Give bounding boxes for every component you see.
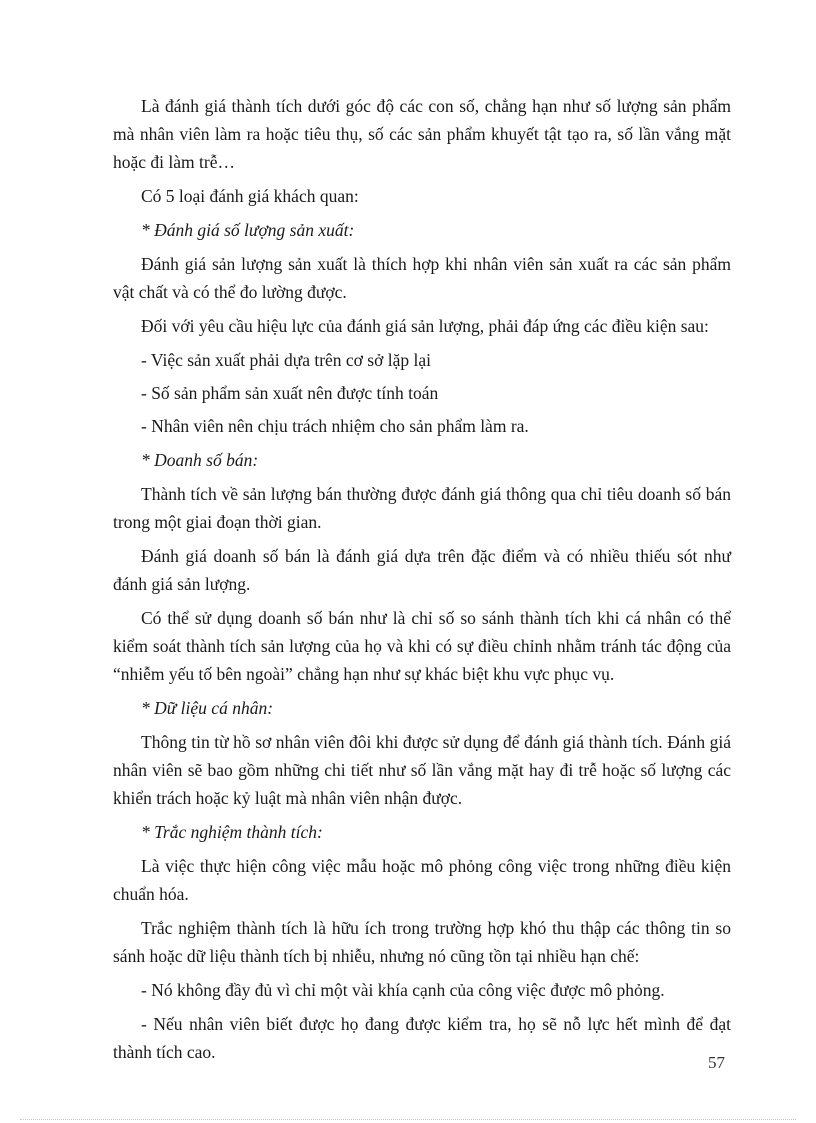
page-bottom-divider bbox=[20, 1119, 796, 1120]
list-item: - Nó không đầy đủ vì chỉ một vài khía cạnh của công việc được mô phỏng. bbox=[141, 980, 665, 1000]
paragraph: Trắc nghiệm thành tích là hữu ích trong trường hợp khó thu thập các thông tin so sánh hoặc dữ liệu thành tích bị nhiễu, nhưng nó cũng tồn tại nhiều hạn chế: bbox=[113, 918, 731, 966]
section-heading: * Doanh số bán: bbox=[141, 450, 259, 470]
section-heading: * Trắc nghiệm thành tích: bbox=[141, 822, 323, 842]
section-heading: * Đánh giá số lượng sản xuất: bbox=[141, 220, 355, 240]
list-item: - Số sản phẩm sản xuất nên được tính toán bbox=[141, 383, 439, 403]
paragraph: Có thể sử dụng doanh số bán như là chỉ số so sánh thành tích khi cá nhân có thể kiểm soát thành tích sản lượng của họ và khi có sự điều chỉnh nhằm tránh tác động của “nhiễm yếu tố bên ngoài” chẳng hạn như sự khác biệt khu vực phục vụ. bbox=[113, 608, 731, 684]
page-body bbox=[113, 92, 731, 1072]
paragraph: Đối với yêu cầu hiệu lực của đánh giá sản lượng, phải đáp ứng các điều kiện sau: bbox=[141, 316, 709, 336]
list-item: - Nếu nhân viên biết được họ đang được kiểm tra, họ sẽ nỗ lực hết mình để đạt thành tích cao. bbox=[113, 1014, 731, 1062]
paragraph: Là việc thực hiện công việc mẫu hoặc mô phỏng công việc trong những điều kiện chuẩn hóa. bbox=[113, 856, 731, 904]
paragraph: Là đánh giá thành tích dưới góc độ các con số, chẳng hạn như số lượng sản phẩm mà nhân viên làm ra hoặc tiêu thụ, số các sản phẩm khuyết tật tạo ra, số lần vắng mặt hoặc đi làm trễ… bbox=[113, 96, 731, 172]
paragraph: Đánh giá sản lượng sản xuất là thích hợp khi nhân viên sản xuất ra các sản phẩm vật chất và có thể đo lường được. bbox=[113, 254, 731, 302]
list-item: - Việc sản xuất phải dựa trên cơ sở lặp lại bbox=[141, 350, 431, 370]
list-item: - Nhân viên nên chịu trách nhiệm cho sản phẩm làm ra. bbox=[141, 416, 529, 436]
paragraph: Có 5 loại đánh giá khách quan: bbox=[141, 186, 359, 206]
page-number: 57 bbox=[708, 1053, 725, 1072]
paragraph: Thông tin từ hồ sơ nhân viên đôi khi được sử dụng để đánh giá thành tích. Đánh giá nhân viên sẽ bao gồm những chi tiết như số lần vắng mặt hay đi trễ hoặc số lượng các khiển trách hoặc kỷ luật mà nhân viên nhận được. bbox=[113, 732, 731, 808]
section-heading: * Dữ liệu cá nhân: bbox=[141, 698, 274, 718]
paragraph: Đánh giá doanh số bán là đánh giá dựa trên đặc điểm và có nhiều thiếu sót như đánh giá sản lượng. bbox=[113, 546, 731, 594]
paragraph: Thành tích về sản lượng bán thường được đánh giá thông qua chỉ tiêu doanh số bán trong một giai đoạn thời gian. bbox=[113, 484, 731, 532]
